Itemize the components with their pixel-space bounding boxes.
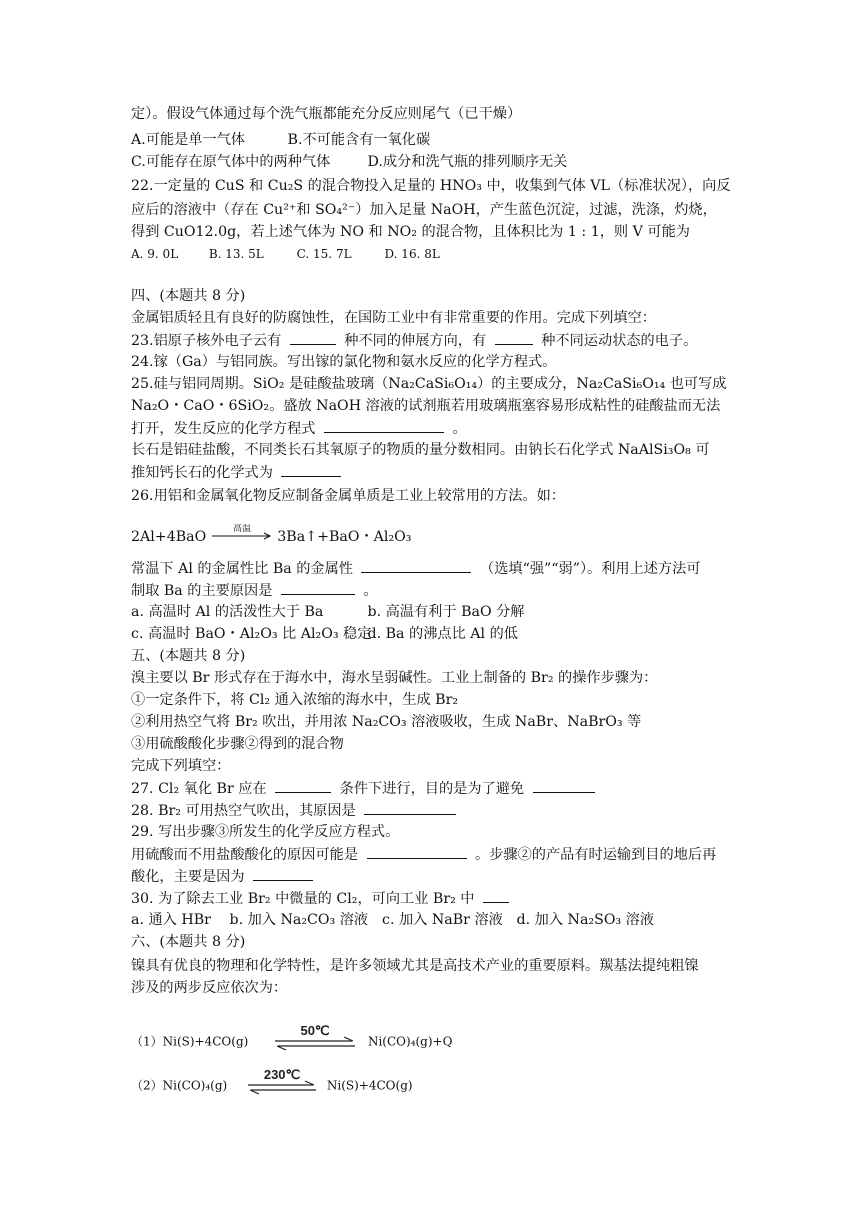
- q30-option-a: a. 通入 HBr: [131, 912, 211, 928]
- q21-option-c: C.可能存在原气体中的两种气体: [131, 154, 331, 170]
- q21-option-d: D.成分和洗气瓶的排列顺序无关: [367, 154, 568, 170]
- q29-text-c: 酸化，主要是因为: [131, 869, 245, 885]
- q26-text-d: 。: [363, 583, 378, 599]
- q25-line4: 长石是铝硅盐酸，不同类长石其氧原子的物质的量分数相同。由钠长石化学式 NaAlSi₃O₈ 可: [131, 442, 710, 458]
- q22-line1: 22.一定量的 CuS 和 Cu₂S 的混合物投入足量的 HNO₃ 中，收集到气体 VL（标准状况），向反: [131, 178, 731, 194]
- q22-line3: 得到 CuO12.0g，若上述气体为 NO 和 NO₂ 的混合物，且体积比为 1 : 1，则 V 可能为: [131, 224, 690, 240]
- q23-blank-2[interactable]: [495, 330, 533, 345]
- reaction-2: [131, 1068, 413, 1093]
- q30-blank[interactable]: [483, 888, 509, 903]
- q25-line5: [131, 462, 345, 482]
- q29-line: 29. 写出步骤③所发生的化学反应方程式。: [131, 824, 400, 840]
- q25-formula-blank[interactable]: [281, 462, 341, 477]
- section6-intro-line1: 镍具有优良的物理和化学特性，是许多领域尤其是高技术产业的重要原料。羰基法提纯粗镍: [131, 958, 699, 974]
- q27-blank-1[interactable]: [275, 778, 331, 793]
- q26-option-a: a. 高温时 Al 的活泼性大于 Ba: [131, 604, 324, 620]
- q26-options-row1: [131, 602, 524, 622]
- q26-text-c: 制取 Ba 的主要原因是: [131, 583, 273, 599]
- q23-text-b: 种不同的伸展方向，有: [344, 333, 487, 349]
- q22-option-d: D. 16. 8L: [384, 247, 440, 261]
- q30-line: [131, 888, 513, 908]
- q21-options-row2: [131, 152, 567, 172]
- q30-option-b: b. 加入 Na₂CO₃ 溶液: [229, 912, 369, 928]
- q29-text-b: 。步骤②的产品有时运输到目的地后再: [475, 847, 717, 863]
- section6-intro-line2: 涉及的两步反应依次为：: [131, 980, 288, 996]
- reaction-1-reactants: （1）Ni(S)+4CO(g): [131, 1034, 249, 1049]
- section5-step2: ②利用热空气将 Br₂ 吹出，并用浓 Na₂CO₃ 溶液吸收，生成 NaBr、NaBrO₃ 等: [131, 714, 642, 730]
- q26-question-line2: [131, 580, 378, 600]
- reaction-1-equilibrium-arrow: [272, 1024, 358, 1060]
- section5-step1: ①一定条件下，将 Cl₂ 通入浓缩的海水中，生成 Br₂: [131, 692, 459, 708]
- q26-text-b: （选填“强”“弱”）。利用上述方法可: [480, 561, 701, 577]
- q26-options-row2: [131, 624, 518, 644]
- q25-line1: 25.硅与铝同周期。SiO₂ 是硅酸盐玻璃（Na₂CaSi₆O₁₄）的主要成分，Na₂CaSi₆O₁₄ 也可写成: [131, 376, 727, 392]
- section5-intro: 溴主要以 Br 形式存在于海水中，海水呈弱碱性。工业上制备的 Br₂ 的操作步骤为：: [131, 670, 658, 686]
- q30-options: [131, 910, 654, 930]
- q21-option-b: B.不可能含有一氧化碳: [287, 132, 431, 148]
- q23-text-c: 种不同运动状态的电子。: [541, 333, 698, 349]
- reaction-1-temperature: 50℃: [300, 1024, 330, 1038]
- q26-question-line1: [131, 558, 701, 578]
- q26-option-b: b. 高温有利于 BaO 分解: [367, 604, 525, 620]
- q28-text: 28. Br₂ 可用热空气吹出，其原因是: [131, 803, 356, 819]
- q23-blank-1[interactable]: [290, 330, 336, 345]
- section6-heading: 六、(本题共 8 分): [131, 934, 246, 950]
- q26-blank-2[interactable]: [281, 580, 355, 595]
- q25-line5-text: 推知钙长石的化学式为: [131, 465, 273, 481]
- equation-condition: 高温: [232, 524, 251, 534]
- q29-blank-2[interactable]: [253, 866, 313, 881]
- q26-line: 26.用铝和金属氧化物反应制备金属单质是工业上较常用的方法。如：: [131, 488, 566, 504]
- q30-option-c: c. 加入 NaBr 溶液: [382, 912, 503, 928]
- q29-line3: [131, 866, 317, 886]
- reaction-2-products: Ni(S)+4CO(g): [326, 1078, 413, 1093]
- reaction-2-equilibrium-arrow: [245, 1068, 319, 1104]
- q29-text-a: 用硫酸而不用盐酸酸化的原因可能是: [131, 847, 359, 863]
- reaction-1-products: Ni(CO)₄(g)+Q: [367, 1034, 453, 1049]
- section4-intro: 金属铝质轻且有良好的防腐蚀性，在国防工业中有非常重要的作用。完成下列填空：: [131, 310, 656, 326]
- q22-options: [131, 244, 440, 264]
- q26-option-c: c. 高温时 BaO・Al₂O₃ 比 Al₂O₃ 稳定: [131, 626, 372, 642]
- reaction-1: [131, 1024, 453, 1049]
- q27-text-a: 27. Cl₂ 氧化 Br 应在: [131, 781, 267, 797]
- q25-period: 。: [452, 421, 467, 437]
- q27-text-b: 条件下进行，目的是为了避免: [339, 781, 525, 797]
- reaction-2-temperature: 230℃: [263, 1068, 301, 1082]
- q29-line2: [131, 844, 716, 864]
- q26-option-d: d. Ba 的沸点比 Al 的低: [367, 626, 518, 642]
- section5-heading: 五、(本题共 8 分): [131, 648, 246, 664]
- q27-blank-2[interactable]: [533, 778, 595, 793]
- q21-option-a: A.可能是单一气体: [131, 132, 246, 148]
- q22-line2: 应后的溶液中（存在 Cu²⁺和 SO₄²⁻）加入足量 NaOH，产生蓝色沉淀，过滤，洗涤，灼烧，: [131, 202, 717, 218]
- q21-tail-line: 定）。假设气体通过每个洗气瓶都能充分反应则尾气（已干燥）: [131, 106, 522, 122]
- section4-heading: 四、(本题共 8 分): [131, 288, 246, 304]
- q27-line: [131, 778, 599, 798]
- aluminothermic-equation: [131, 524, 411, 544]
- q23-line: [131, 330, 697, 350]
- q28-line: [131, 800, 460, 820]
- q23-text-a: 23.铝原子核外电子云有: [131, 333, 282, 349]
- q25-blank[interactable]: [324, 418, 444, 433]
- q30-text: 30. 为了除去工业 Br₂ 中微量的 Cl₂，可向工业 Br₂ 中: [131, 891, 475, 907]
- q24-line: 24.镓（Ga）与铝同族。写出镓的氯化物和氨水反应的化学方程式。: [131, 354, 557, 370]
- q22-option-c: C. 15. 7L: [296, 247, 352, 261]
- q26-text-a: 常温下 Al 的金属性比 Ba 的金属性: [131, 561, 353, 577]
- q25-line3: [131, 418, 467, 438]
- q25-text: 打开，发生反应的化学方程式: [131, 421, 316, 437]
- q29-blank-1[interactable]: [367, 844, 467, 859]
- equation-reactants: 2Al+4BaO: [131, 529, 207, 545]
- section5-step3: ③用硫酸酸化步骤②得到的混合物: [131, 736, 344, 752]
- reaction-2-reactants: （2）Ni(CO)₄(g): [131, 1078, 228, 1093]
- q25-line2: Na₂O・CaO・6SiO₂。盛放 NaOH 溶液的试剂瓶若用玻璃瓶塞容易形成粘性的硅酸盐而无法: [131, 398, 721, 414]
- q26-blank-1[interactable]: [361, 558, 471, 573]
- q22-option-b: B. 13. 5L: [208, 247, 264, 261]
- q30-option-d: d. 加入 Na₂SO₃ 溶液: [516, 912, 655, 928]
- equation-arrow: [211, 524, 273, 550]
- q22-option-a: A. 9. 0L: [131, 247, 179, 261]
- q28-blank[interactable]: [364, 800, 456, 815]
- section5-fill-instruction: 完成下列填空：: [131, 758, 231, 774]
- q21-options-row1: [131, 130, 430, 150]
- equation-products: 3Ba↑+BaO・Al₂O₃: [277, 529, 412, 545]
